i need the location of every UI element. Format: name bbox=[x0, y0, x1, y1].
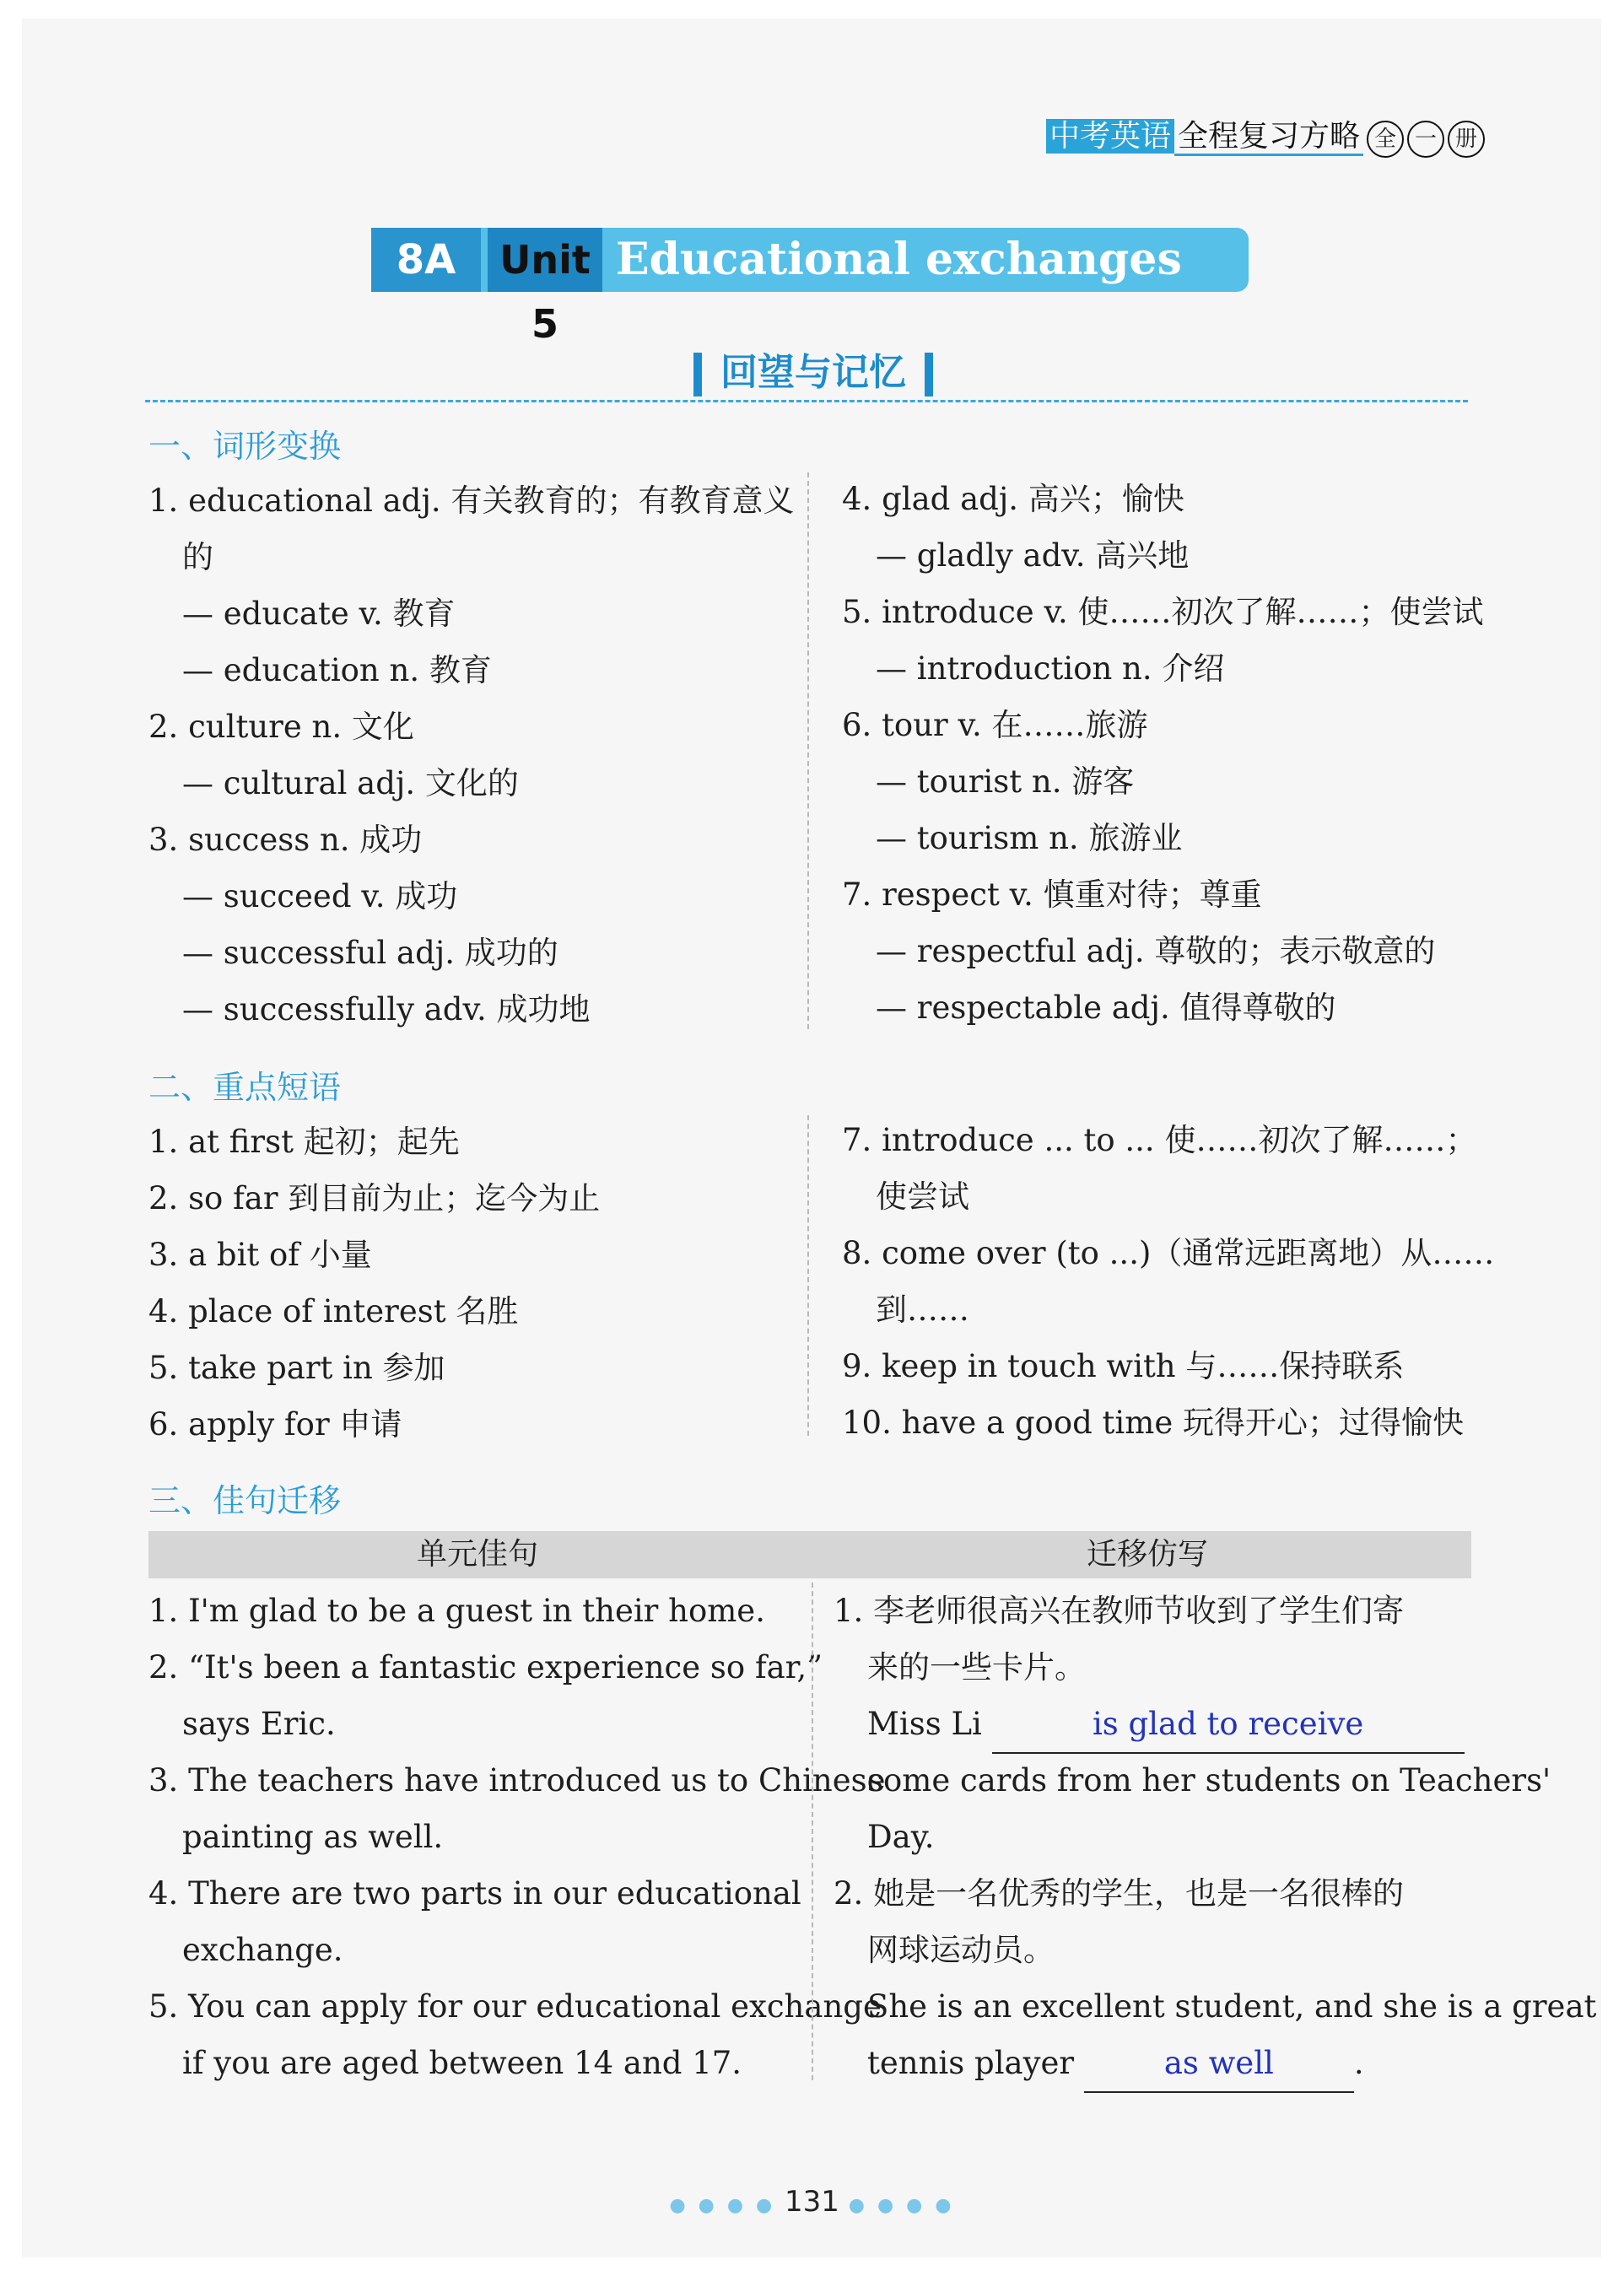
page-number-footer bbox=[0, 2185, 1624, 2219]
list-item: 5. You can apply for our educational exchange bbox=[148, 1988, 882, 2025]
list-item: exchange. bbox=[182, 1932, 343, 1968]
list-item: 9. keep in touch with 与……保持联系 bbox=[842, 1348, 1405, 1384]
book-header bbox=[1046, 115, 1485, 159]
list-item: — introduction n. 介绍 bbox=[876, 650, 1225, 687]
section-title-bar-right bbox=[925, 353, 933, 396]
section-title-text: 回望与记忆 bbox=[720, 351, 906, 394]
part2-heading: 二、重点短语 bbox=[148, 1069, 342, 1106]
list-item: — educate v. 教育 bbox=[182, 596, 456, 632]
list-item: 的 bbox=[182, 539, 213, 575]
sentence-table-header bbox=[148, 1531, 1471, 1578]
header-book-title: 全程复习方略 bbox=[1174, 119, 1363, 156]
header-badge-3: 册 bbox=[1448, 121, 1485, 158]
banner-title: Educational exchanges bbox=[616, 234, 1182, 285]
list-item: 4. place of interest 名胜 bbox=[148, 1293, 519, 1329]
part2-right-list bbox=[842, 1112, 1495, 1451]
list-item: 5. take part in 参加 bbox=[148, 1350, 445, 1386]
list-item: 1. I'm glad to be a guest in their home. bbox=[148, 1593, 765, 1629]
list-item: — respectable adj. 值得尊敬的 bbox=[876, 990, 1336, 1026]
answer-text-1: is glad to receive bbox=[1092, 1706, 1364, 1742]
list-item: 2. “It's been a fantastic experience so far,” bbox=[148, 1649, 823, 1685]
list-item: 6. tour v. 在……旅游 bbox=[842, 707, 1148, 743]
list-item: 网球运动员。 bbox=[867, 1932, 1055, 1968]
list-item: 7. respect v. 慎重对待；尊重 bbox=[842, 876, 1262, 913]
list-item: 3. success n. 成功 bbox=[148, 822, 423, 858]
list-item: She is an excellent student, and she is a great bbox=[867, 1988, 1597, 2025]
list-item: — tourism n. 旅游业 bbox=[876, 820, 1183, 856]
part3-right-list bbox=[834, 1583, 1597, 2091]
list-item: — gladly adv. 高兴地 bbox=[876, 537, 1190, 574]
part1-right-list bbox=[842, 471, 1483, 1036]
header-series: 中考英语 bbox=[1046, 119, 1174, 154]
list-item: says Eric. bbox=[182, 1706, 336, 1742]
column-header-unit-sentences: 单元佳句 bbox=[416, 1537, 538, 1572]
sentence-end: . bbox=[1353, 2045, 1364, 2081]
part1-left-list bbox=[148, 472, 795, 1038]
part3-left-list bbox=[148, 1583, 886, 2091]
list-item: some cards from her students on Teachers' bbox=[867, 1762, 1551, 1799]
column-header-imitation: 迁移仿写 bbox=[1086, 1537, 1208, 1572]
list-item: — successful adj. 成功的 bbox=[182, 935, 558, 971]
list-item: 1. educational adj. 有关教育的；有教育意义 bbox=[148, 483, 795, 519]
answer-text-2: as well bbox=[1163, 2045, 1274, 2081]
list-item: 3. a bit of 小量 bbox=[148, 1237, 372, 1273]
part1-heading: 一、词形变换 bbox=[148, 428, 342, 465]
list-item: painting as well. bbox=[182, 1819, 444, 1855]
list-item: 2. culture n. 文化 bbox=[148, 709, 414, 745]
list-item bbox=[834, 2035, 1475, 2091]
list-item: 7. introduce ... to ... 使……初次了解……； bbox=[842, 1122, 1477, 1158]
answer-blank-2 bbox=[1084, 2035, 1354, 2093]
banner-unit: Unit 5 bbox=[488, 228, 602, 292]
list-item: 5. introduce v. 使……初次了解……；使尝试 bbox=[842, 594, 1484, 630]
list-item: 到…… bbox=[876, 1292, 969, 1328]
list-item: 3. The teachers have introduced us to Chinese bbox=[148, 1762, 886, 1799]
list-item: 使尝试 bbox=[876, 1178, 969, 1215]
list-item: — cultural adj. 文化的 bbox=[182, 765, 519, 801]
section-title bbox=[675, 346, 952, 400]
page-number: 131 bbox=[785, 2185, 839, 2219]
list-item: 6. apply for 申请 bbox=[148, 1406, 402, 1443]
dots-left-decoration: ● ● ● ● bbox=[669, 2195, 776, 2216]
list-item: — successfully adv. 成功地 bbox=[182, 991, 591, 1027]
section-title-bar-left bbox=[693, 353, 702, 396]
list-item: 4. There are two parts in our educational bbox=[148, 1875, 801, 1912]
list-item: if you are aged between 14 and 17. bbox=[182, 2045, 742, 2081]
header-badge-1: 全 bbox=[1367, 121, 1404, 158]
unit-banner bbox=[371, 228, 1249, 347]
part2-left-list bbox=[148, 1114, 790, 1453]
list-item: 1. at first 起初；起先 bbox=[148, 1124, 460, 1160]
dots-right-decoration: ● ● ● ● bbox=[848, 2195, 955, 2216]
list-item: 2. so far 到目前为止；迄今为止 bbox=[148, 1180, 601, 1216]
part3-column-divider bbox=[812, 1583, 813, 2080]
list-item: 8. come over (to ...)（通常远距离地）从…… bbox=[842, 1235, 1495, 1271]
sentence-start: tennis player bbox=[867, 2045, 1075, 2081]
list-item: — respectful adj. 尊敬的；表示敬意的 bbox=[876, 933, 1436, 969]
list-item: — succeed v. 成功 bbox=[182, 878, 458, 914]
list-item: 1. 李老师很高兴在教师节收到了学生们寄 bbox=[834, 1593, 1405, 1629]
part2-column-divider bbox=[807, 1115, 809, 1436]
list-item: 4. glad adj. 高兴；愉快 bbox=[842, 481, 1184, 517]
part3-heading: 三、佳句迁移 bbox=[148, 1482, 342, 1519]
list-item: — tourist n. 游客 bbox=[876, 763, 1135, 800]
list-item: 来的一些卡片。 bbox=[867, 1649, 1086, 1685]
banner-grade: 8A bbox=[371, 228, 481, 292]
list-item: — education n. 教育 bbox=[182, 652, 492, 688]
list-item: 2. 她是一名优秀的学生，也是一名很棒的 bbox=[834, 1875, 1405, 1912]
answer-blank-1 bbox=[992, 1696, 1465, 1754]
sentence-start: Miss Li bbox=[867, 1706, 982, 1742]
list-item: 10. have a good time 玩得开心；过得愉快 bbox=[842, 1405, 1465, 1441]
header-badge-2: 一 bbox=[1407, 121, 1444, 158]
list-item: Day. bbox=[867, 1819, 935, 1855]
list-item bbox=[834, 1696, 1475, 1752]
part1-column-divider bbox=[807, 472, 809, 1029]
section-divider bbox=[145, 400, 1468, 402]
